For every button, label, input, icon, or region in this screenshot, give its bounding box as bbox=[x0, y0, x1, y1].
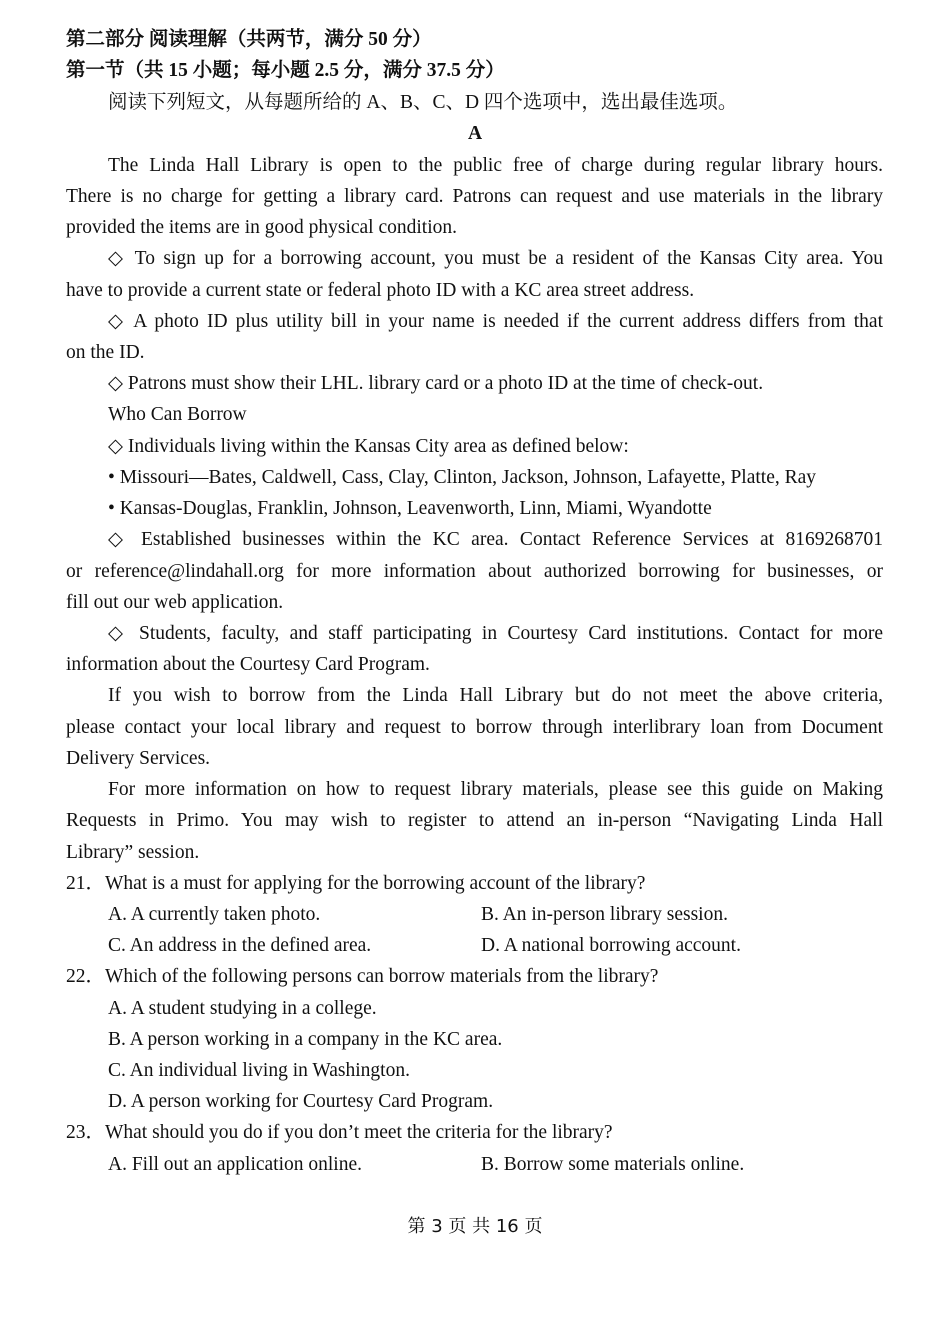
question-option: A. A student studying in a college. bbox=[108, 998, 377, 1019]
passage-line: information about the Courtesy Card Program. bbox=[66, 654, 430, 675]
question-stem: 21．What is a must for applying for the borrowing account of the library? bbox=[66, 873, 646, 894]
question-option: C. An individual living in Washington. bbox=[108, 1060, 410, 1081]
passage-line: have to provide a current state or federal photo ID with a KC area street address. bbox=[66, 280, 695, 301]
question-stem: 23．What should you do if you don’t meet the criteria for the library? bbox=[66, 1122, 613, 1143]
passage-label: A bbox=[467, 123, 483, 144]
question-stem: 22．Which of the following persons can borrow materials from the library? bbox=[66, 966, 659, 987]
passage-line: fill out our web application. bbox=[66, 592, 284, 613]
question-option: B. An in-person library session. bbox=[481, 904, 728, 925]
question-option: A. A currently taken photo. bbox=[108, 904, 321, 925]
passage-line: If you wish to borrow from the Linda Hall Library but do not meet the above criteria, bbox=[108, 685, 883, 706]
passage-line: ◇ Individuals living within the Kansas City area as defined below: bbox=[108, 436, 629, 457]
passage-line: on the ID. bbox=[66, 342, 145, 363]
section-heading: 第一节（共 15 小题；每小题 2.5 分，满分 37.5 分） bbox=[66, 60, 505, 81]
instruction: 阅读下列短文，从每题所给的 A、B、C、D 四个选项中，选出最佳选项。 bbox=[108, 92, 738, 113]
passage-subheading: Who Can Borrow bbox=[108, 404, 247, 425]
passage-line: or reference@lindahall.org for more information about authorized borrowing for businesses, or bbox=[66, 561, 883, 582]
part-heading: 第二部分 阅读理解（共两节，满分 50 分） bbox=[66, 29, 432, 50]
passage-line: provided the items are in good physical condition. bbox=[66, 217, 457, 238]
question-option: D. A person working for Courtesy Card Program. bbox=[108, 1091, 494, 1112]
passage-line: ◇ A photo ID plus utility bill in your name is needed if the current address differs from that bbox=[108, 311, 883, 332]
passage-line: ◇ Students, faculty, and staff participating in Courtesy Card institutions. Contact for more bbox=[108, 623, 883, 644]
question-option: B. A person working in a company in the KC area. bbox=[108, 1029, 503, 1050]
passage-line: please contact your local library and request to borrow through interlibrary loan from Document bbox=[66, 717, 883, 738]
page-footer: 第 3 页 共 16 页 bbox=[407, 1216, 543, 1237]
passage-line: The Linda Hall Library is open to the public free of charge during regular library hours. bbox=[108, 155, 883, 176]
passage-line: There is no charge for getting a library card. Patrons can request and use materials in the library bbox=[66, 186, 883, 207]
question-option: B. Borrow some materials online. bbox=[481, 1154, 745, 1175]
passage-line: ◇ Patrons must show their LHL. library card or a photo ID at the time of check-out. bbox=[108, 373, 764, 394]
passage-line: ◇ To sign up for a borrowing account, you must be a resident of the Kansas City area. You bbox=[108, 248, 883, 269]
question-option: D. A national borrowing account. bbox=[481, 935, 741, 956]
question-option: A. Fill out an application online. bbox=[108, 1154, 363, 1175]
passage-line: ◇ Established businesses within the KC area. Contact Reference Services at 8169268701 bbox=[108, 529, 883, 550]
passage-line: Delivery Services. bbox=[66, 748, 211, 769]
bullet-item: • Kansas-Douglas, Franklin, Johnson, Leavenworth, Linn, Miami, Wyandotte bbox=[108, 498, 712, 519]
passage-line: Library” session. bbox=[66, 842, 200, 863]
passage-line: For more information on how to request library materials, please see this guide on Making bbox=[108, 779, 883, 800]
question-option: C. An address in the defined area. bbox=[108, 935, 372, 956]
passage-line: Requests in Primo. You may wish to register to attend an in-person “Navigating Linda Hall bbox=[66, 810, 883, 831]
bullet-item: • Missouri—Bates, Caldwell, Cass, Clay, Clinton, Jackson, Johnson, Lafayette, Platte, Ray bbox=[108, 467, 817, 488]
